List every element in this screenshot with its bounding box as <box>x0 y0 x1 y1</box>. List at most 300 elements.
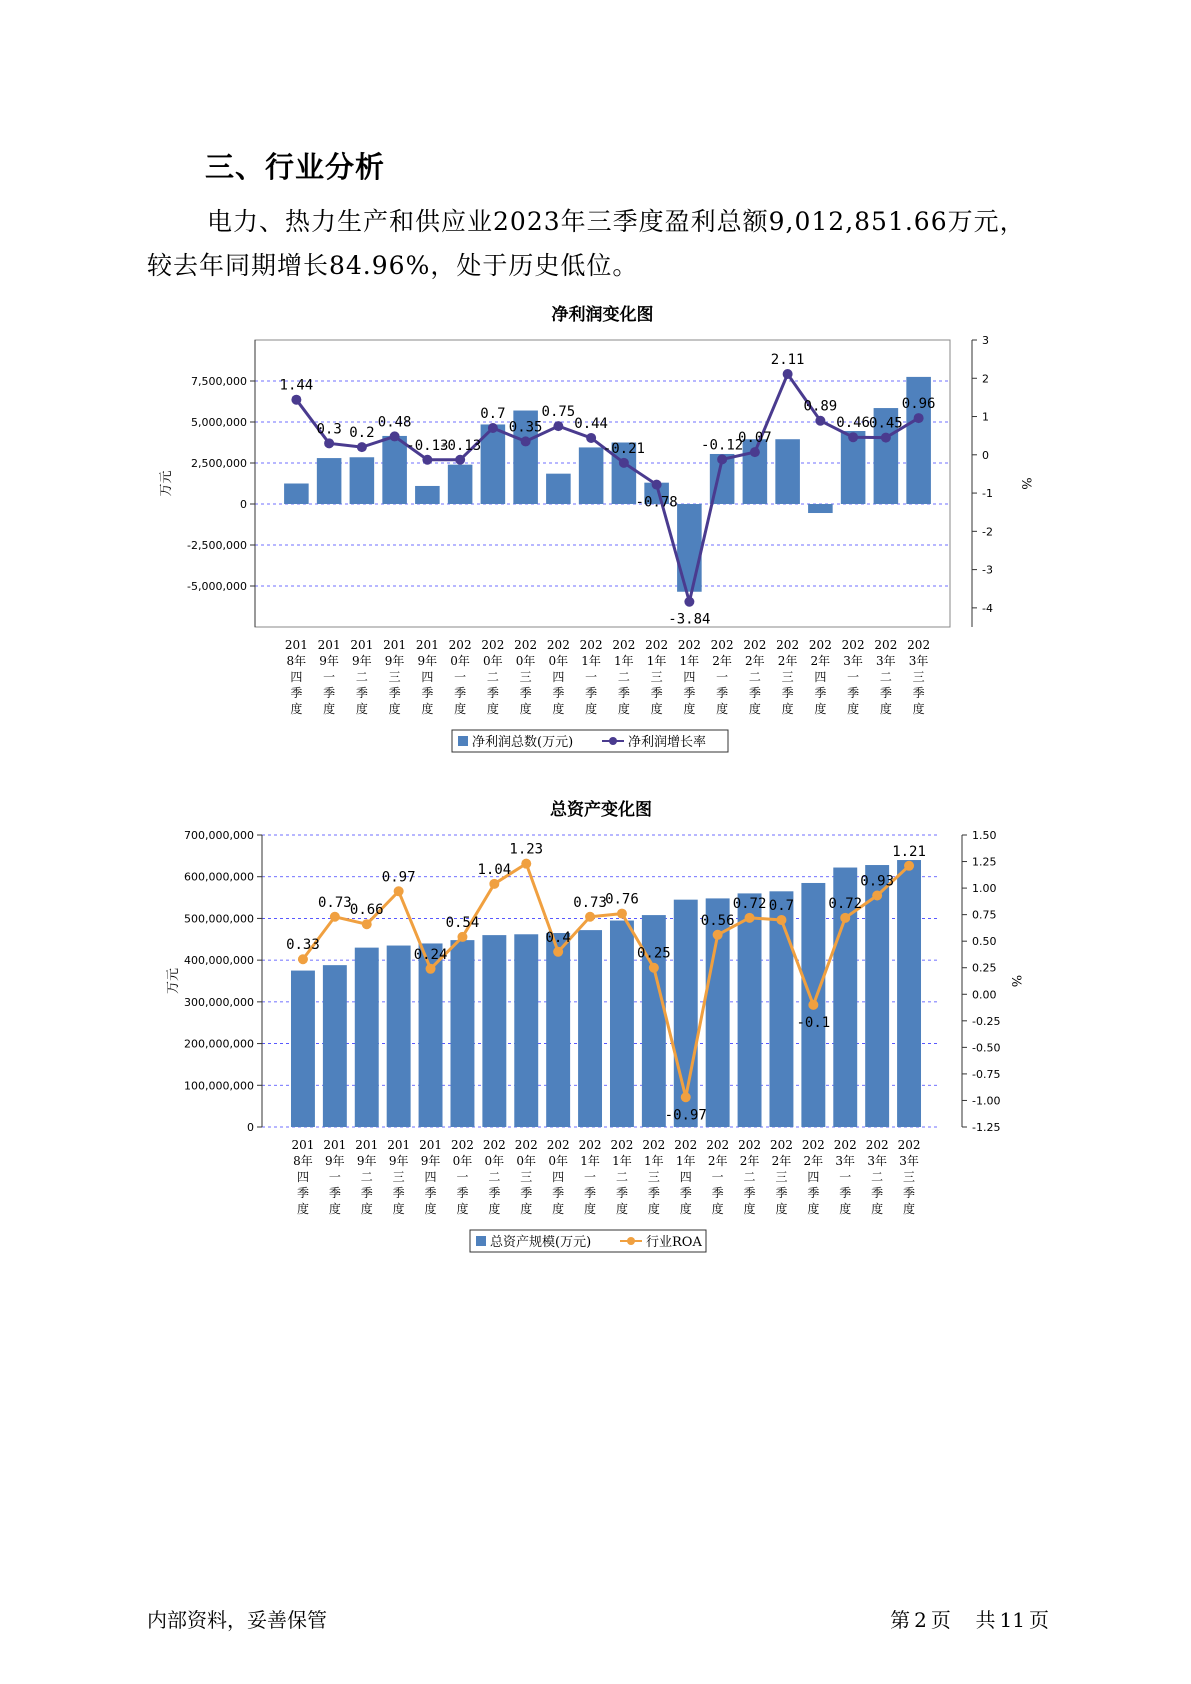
x-tick-label: 201 <box>383 638 407 652</box>
legend-bar-label: 总资产规模(万元) <box>490 1235 592 1250</box>
x-tick-label: 3年 <box>843 654 863 668</box>
x-tick-label: 季 <box>328 1186 341 1200</box>
x-tick-label: 一 <box>847 670 860 684</box>
x-tick-label: 3年 <box>835 1154 856 1168</box>
bar <box>415 486 440 504</box>
x-tick-label: 季 <box>424 1186 437 1200</box>
bar <box>291 971 315 1127</box>
x-tick-label: 季 <box>617 686 630 700</box>
x-tick-label: 202 <box>874 638 898 652</box>
y2-tick-label: 0.50 <box>972 935 997 949</box>
data-label: -0.97 <box>664 1107 707 1124</box>
y2-tick-label: 2 <box>982 372 989 386</box>
net-profit-chart-svg <box>140 305 1033 770</box>
data-label: 0.33 <box>286 937 320 954</box>
x-tick-label: 201 <box>419 1138 443 1152</box>
x-tick-label: 202 <box>514 1138 538 1152</box>
x-tick-label: 季 <box>552 686 565 700</box>
data-label: -3.84 <box>668 611 711 628</box>
x-tick-label: 度 <box>486 702 499 716</box>
x-tick-label: 201 <box>323 1138 347 1152</box>
line-point <box>586 433 596 443</box>
data-label: 0.97 <box>381 869 416 886</box>
legend-line-marker <box>609 737 617 745</box>
data-label: -0.13 <box>439 437 482 454</box>
x-tick-label: 季 <box>912 686 925 700</box>
x-tick-label: 0年 <box>548 654 569 668</box>
x-tick-label: 度 <box>781 702 794 716</box>
bar <box>579 447 604 504</box>
x-tick-label: 四 <box>814 670 827 684</box>
x-tick-label: 1年 <box>679 654 700 668</box>
data-label: -0.1 <box>796 1014 831 1031</box>
x-tick-label: 202 <box>482 1138 506 1152</box>
x-tick-label: 9年 <box>420 1154 441 1168</box>
x-tick-label: 202 <box>677 638 701 652</box>
footer-page-num: 2 <box>914 1608 927 1632</box>
x-tick-label: 202 <box>481 638 505 652</box>
x-tick-label: 202 <box>674 1138 698 1152</box>
x-tick-label: 二 <box>743 1170 756 1184</box>
data-label: 0.45 <box>869 415 903 432</box>
line-point <box>488 423 498 433</box>
bar <box>514 934 538 1127</box>
x-tick-label: 202 <box>808 638 832 652</box>
x-tick-label: 202 <box>841 638 865 652</box>
x-tick-label: 0年 <box>516 1154 537 1168</box>
x-tick-label: 度 <box>847 702 860 716</box>
x-tick-label: 季 <box>716 686 729 700</box>
x-tick-label: 四 <box>807 1170 820 1184</box>
x-tick-label: 2年 <box>745 654 765 668</box>
x-tick-label: 2年 <box>712 654 732 668</box>
data-label: 1.44 <box>279 377 314 394</box>
x-tick-label: 一 <box>711 1170 724 1184</box>
x-tick-label: 四 <box>552 1170 565 1184</box>
x-tick-label: 季 <box>388 686 401 700</box>
data-label: 0.89 <box>803 398 838 415</box>
y2-tick-label: 1.00 <box>972 882 997 896</box>
y-tick-label: 700,000,000 <box>184 829 254 842</box>
line-point <box>652 480 662 490</box>
x-tick-label: 三 <box>392 1170 405 1184</box>
line-point <box>783 369 793 379</box>
line-point <box>808 1000 818 1010</box>
x-tick-label: 度 <box>454 702 467 716</box>
line-point <box>291 395 301 405</box>
data-label: 0.76 <box>605 891 639 908</box>
x-tick-label: 度 <box>871 1202 884 1216</box>
line-point <box>426 964 436 974</box>
x-tick-label: 202 <box>612 638 636 652</box>
x-tick-label: 季 <box>650 686 663 700</box>
x-tick-label: 201 <box>350 638 374 652</box>
legend-line-label: 行业ROA <box>646 1235 702 1250</box>
data-label: 0.73 <box>317 894 352 911</box>
x-tick-label: 度 <box>360 1202 373 1216</box>
bar <box>677 504 702 592</box>
bar <box>482 935 506 1127</box>
x-tick-label: 三 <box>912 670 925 684</box>
x-tick-label: 度 <box>584 1202 597 1216</box>
bar <box>355 948 379 1127</box>
x-tick-label: 季 <box>871 1186 884 1200</box>
x-tick-label: 度 <box>615 1202 628 1216</box>
line-point <box>489 879 499 889</box>
data-label: 1.04 <box>477 861 512 878</box>
bar <box>317 458 342 504</box>
x-tick-label: 度 <box>290 702 303 716</box>
x-tick-label: 0年 <box>484 1154 505 1168</box>
line-point <box>717 454 727 464</box>
x-tick-label: 202 <box>546 1138 570 1152</box>
x-tick-label: 二 <box>748 670 761 684</box>
x-tick-label: 度 <box>617 702 630 716</box>
y-tick-label: -2,500,000 <box>187 539 247 552</box>
y-tick-label: 500,000,000 <box>184 912 254 926</box>
bar <box>808 504 833 513</box>
bar <box>323 965 347 1127</box>
x-tick-label: 3年 <box>876 654 896 668</box>
y-tick-label: -5,000,000 <box>187 580 247 593</box>
y2-tick-label: 0.75 <box>972 908 997 922</box>
x-tick-label: 度 <box>488 1202 501 1216</box>
data-label: 0.7 <box>480 406 506 423</box>
data-label: 0.46 <box>836 415 870 432</box>
x-tick-label: 201 <box>317 638 341 652</box>
x-tick-label: 度 <box>585 702 598 716</box>
line-point <box>745 913 755 923</box>
line-point <box>776 915 786 925</box>
x-tick-label: 度 <box>748 702 761 716</box>
x-tick-label: 202 <box>450 1138 474 1152</box>
x-tick-label: 季 <box>486 686 499 700</box>
x-tick-label: 1年 <box>646 654 667 668</box>
summary-paragraph: 电力、热力生产和供应业2023年三季度盈利总额9,012,851.66万元，较去年同期增长84.96%，处于历史低位。 <box>147 207 1026 280</box>
line-point <box>840 913 850 923</box>
data-label: 0.07 <box>738 430 772 447</box>
x-tick-label: 季 <box>781 686 794 700</box>
line-point <box>521 436 531 446</box>
x-tick-label: 9年 <box>388 1154 409 1168</box>
x-tick-label: 2年 <box>777 654 798 668</box>
x-tick-label: 度 <box>807 1202 820 1216</box>
y-tick-label: 100,000,000 <box>184 1079 254 1093</box>
x-tick-label: 201 <box>387 1138 411 1152</box>
y2-tick-label: -2 <box>982 525 993 539</box>
line-point <box>872 891 882 901</box>
line-point <box>848 432 858 442</box>
legend-bar-label: 净利润总数(万元) <box>472 735 574 750</box>
x-tick-label: 202 <box>710 638 734 652</box>
x-tick-label: 度 <box>552 1202 565 1216</box>
legend-bar-swatch <box>476 1236 486 1246</box>
x-tick-label: 度 <box>716 702 729 716</box>
x-tick-label: 度 <box>879 702 892 716</box>
chart-title: 净利润变化图 <box>551 305 654 325</box>
data-label: 0.24 <box>413 946 448 963</box>
data-label: -0.12 <box>701 437 744 454</box>
x-tick-label: 201 <box>284 638 308 652</box>
y2-tick-label: 3 <box>982 334 989 347</box>
x-tick-label: 季 <box>552 1186 565 1200</box>
x-tick-label: 202 <box>743 638 767 652</box>
data-label: 0.54 <box>445 914 480 931</box>
x-tick-label: 季 <box>807 1186 820 1200</box>
x-tick-label: 一 <box>585 670 598 684</box>
x-tick-label: 202 <box>833 1138 857 1152</box>
line-point <box>617 909 627 919</box>
data-label: 0.4 <box>545 929 571 946</box>
x-tick-label: 1年 <box>612 1154 632 1168</box>
x-tick-label: 202 <box>645 638 669 652</box>
x-tick-label: 三 <box>388 670 401 684</box>
x-tick-label: 一 <box>839 1170 852 1184</box>
x-tick-label: 季 <box>519 686 532 700</box>
x-tick-label: 四 <box>296 1170 309 1184</box>
x-tick-label: 二 <box>871 1170 884 1184</box>
bar <box>578 930 602 1127</box>
data-label: 1.23 <box>509 841 544 858</box>
x-tick-label: 202 <box>579 638 603 652</box>
line-point <box>881 433 891 443</box>
y2-axis-label: % <box>1018 477 1033 490</box>
y2-tick-label: 1.25 <box>972 855 997 869</box>
bar <box>775 439 800 504</box>
x-tick-label: 季 <box>847 686 860 700</box>
y-tick-label: 600,000,000 <box>184 870 254 884</box>
x-tick-label: 9年 <box>417 654 438 668</box>
x-tick-label: 度 <box>519 702 532 716</box>
y-tick-label: 200,000,000 <box>184 1037 254 1051</box>
x-tick-label: 1年 <box>614 654 634 668</box>
x-tick-label: 1年 <box>581 654 601 668</box>
data-label: 0.72 <box>732 895 767 912</box>
data-label: 0.73 <box>573 894 607 911</box>
bar <box>769 891 793 1127</box>
x-tick-label: 一 <box>328 1170 341 1184</box>
x-tick-label: 度 <box>903 1202 916 1216</box>
x-tick-label: 季 <box>679 1186 692 1200</box>
x-tick-label: 季 <box>683 686 696 700</box>
x-tick-label: 季 <box>421 686 434 700</box>
y2-tick-label: -0.25 <box>972 1014 1001 1028</box>
data-label: 0.3 <box>316 421 342 438</box>
x-tick-label: 202 <box>642 1138 666 1152</box>
line-point <box>362 919 372 929</box>
line-point <box>649 963 659 973</box>
x-tick-label: 二 <box>617 670 630 684</box>
line-point <box>298 954 308 964</box>
y2-tick-label: -1.25 <box>972 1121 1001 1134</box>
x-tick-label: 9年 <box>352 654 372 668</box>
y2-tick-label: -1 <box>982 487 993 501</box>
x-tick-label: 季 <box>585 686 598 700</box>
x-tick-label: 季 <box>392 1186 405 1200</box>
x-tick-label: 三 <box>775 1170 788 1184</box>
x-tick-label: 202 <box>546 638 570 652</box>
footer-page-number <box>888 1604 1051 1633</box>
x-tick-label: 二 <box>360 1170 373 1184</box>
x-tick-label: 季 <box>520 1186 533 1200</box>
x-tick-label: 度 <box>323 702 336 716</box>
x-tick-label: 三 <box>903 1170 916 1184</box>
x-tick-label: 三 <box>519 670 532 684</box>
x-tick-label: 度 <box>743 1202 756 1216</box>
x-tick-label: 201 <box>355 1138 379 1152</box>
bar <box>284 484 309 505</box>
x-tick-label: 0年 <box>450 654 470 668</box>
x-tick-label: 二 <box>615 1170 628 1184</box>
y2-tick-label: 0 <box>982 448 989 462</box>
bar <box>546 933 570 1127</box>
x-tick-label: 度 <box>650 702 663 716</box>
x-tick-label: 季 <box>355 686 368 700</box>
x-tick-label: 度 <box>388 702 401 716</box>
x-tick-label: 8年 <box>286 654 307 668</box>
x-tick-label: 季 <box>454 686 467 700</box>
data-label: 0.44 <box>574 415 608 432</box>
total-assets-chart-svg <box>140 800 1023 1265</box>
x-tick-label: 2年 <box>707 1154 728 1168</box>
x-tick-label: 四 <box>424 1170 437 1184</box>
data-label: 0.56 <box>700 912 735 929</box>
x-tick-label: 度 <box>814 702 827 716</box>
line-point <box>390 431 400 441</box>
x-tick-label: 二 <box>488 1170 501 1184</box>
line-point <box>394 886 404 896</box>
data-label: 0.66 <box>349 902 384 919</box>
y2-tick-label: -1.00 <box>972 1094 1001 1108</box>
x-tick-label: 度 <box>421 702 434 716</box>
x-tick-label: 二 <box>879 670 892 684</box>
y2-tick-label: -4 <box>982 601 993 615</box>
x-tick-label: 三 <box>781 670 794 684</box>
x-tick-label: 三 <box>520 1170 533 1184</box>
x-tick-label: 一 <box>456 1170 469 1184</box>
footer-confidential: 内部资料，妥善保管 <box>147 1608 327 1632</box>
line-point <box>684 597 694 607</box>
x-tick-label: 202 <box>897 1138 921 1152</box>
data-label: 0.25 <box>636 945 671 962</box>
y-tick-label: 0 <box>240 498 247 511</box>
x-tick-label: 二 <box>486 670 499 684</box>
x-tick-label: 3年 <box>899 1154 919 1168</box>
x-tick-label: 四 <box>421 670 434 684</box>
x-tick-label: 2年 <box>803 1154 824 1168</box>
bar <box>897 860 921 1127</box>
x-tick-label: 0年 <box>548 1154 568 1168</box>
y2-tick-label: 1.50 <box>972 829 997 842</box>
x-tick-label: 202 <box>769 1138 793 1152</box>
line-point <box>457 932 467 942</box>
x-tick-label: 0年 <box>483 654 503 668</box>
footer-total-suffix: 页 <box>1029 1608 1049 1632</box>
x-tick-label: 季 <box>748 686 761 700</box>
x-tick-label: 2年 <box>739 1154 760 1168</box>
line-point <box>521 859 531 869</box>
x-tick-label: 季 <box>488 1186 501 1200</box>
x-tick-label: 季 <box>814 686 827 700</box>
x-tick-label: 度 <box>392 1202 405 1216</box>
line-point <box>815 416 825 426</box>
legend-bar-swatch <box>458 736 468 746</box>
x-tick-label: 202 <box>865 1138 889 1152</box>
legend-line-marker <box>627 1237 635 1245</box>
y2-tick-label: 0.00 <box>972 988 997 1002</box>
y2-tick-label: -0.50 <box>972 1041 1001 1055</box>
line-point <box>330 912 340 922</box>
x-tick-label: 202 <box>448 638 472 652</box>
y2-tick-label: 1 <box>982 410 989 424</box>
x-tick-label: 202 <box>514 638 538 652</box>
x-tick-label: 季 <box>743 1186 756 1200</box>
bar <box>546 474 571 504</box>
x-tick-label: 度 <box>424 1202 437 1216</box>
x-tick-label: 度 <box>683 702 696 716</box>
x-tick-label: 度 <box>912 702 925 716</box>
y-tick-label: 400,000,000 <box>184 954 254 968</box>
x-tick-label: 度 <box>839 1202 852 1216</box>
x-tick-label: 季 <box>296 1186 309 1200</box>
x-tick-label: 度 <box>679 1202 692 1216</box>
x-tick-label: 四 <box>290 670 303 684</box>
x-tick-label: 季 <box>879 686 892 700</box>
data-label: 0.48 <box>377 414 412 431</box>
line-point <box>750 447 760 457</box>
data-label: 0.7 <box>768 897 795 914</box>
bar <box>865 865 889 1127</box>
line-point <box>553 421 563 431</box>
footer-page-prefix: 第 <box>890 1608 911 1632</box>
x-tick-label: 季 <box>903 1186 916 1200</box>
x-tick-label: 9年 <box>356 1154 377 1168</box>
x-tick-label: 1年 <box>644 1154 664 1168</box>
x-tick-label: 一 <box>454 670 467 684</box>
x-tick-label: 度 <box>775 1202 788 1216</box>
data-label: 0.75 <box>541 404 576 421</box>
y-tick-label: 7,500,000 <box>191 375 247 388</box>
data-label: 1.21 <box>892 843 926 860</box>
x-tick-label: 202 <box>578 1138 602 1152</box>
bar <box>610 921 634 1127</box>
footer-total-prefix: 共 <box>975 1608 996 1632</box>
data-label: 0.35 <box>508 419 543 436</box>
y2-tick-label: -0.75 <box>972 1067 1001 1081</box>
bar <box>387 946 411 1127</box>
x-tick-label: 季 <box>290 686 303 700</box>
footer-total-num: 11 <box>999 1608 1025 1632</box>
x-tick-label: 季 <box>456 1186 469 1200</box>
x-tick-label: 四 <box>552 670 565 684</box>
line-point <box>585 912 595 922</box>
x-tick-label: 202 <box>706 1138 730 1152</box>
bar <box>450 940 474 1127</box>
x-tick-label: 0年 <box>452 1154 473 1168</box>
x-tick-label: 2年 <box>810 654 831 668</box>
x-tick-label: 3年 <box>908 654 929 668</box>
x-tick-label: 季 <box>711 1186 724 1200</box>
x-tick-label: 季 <box>360 1186 373 1200</box>
x-tick-label: 三 <box>647 1170 660 1184</box>
x-tick-label: 度 <box>328 1202 341 1216</box>
line-point <box>619 458 629 468</box>
data-label: 0.2 <box>349 425 375 442</box>
data-label: 0.93 <box>860 873 895 890</box>
x-tick-label: 四 <box>683 670 696 684</box>
x-tick-label: 201 <box>291 1138 315 1152</box>
footer-page-mid: 页 <box>930 1608 951 1632</box>
